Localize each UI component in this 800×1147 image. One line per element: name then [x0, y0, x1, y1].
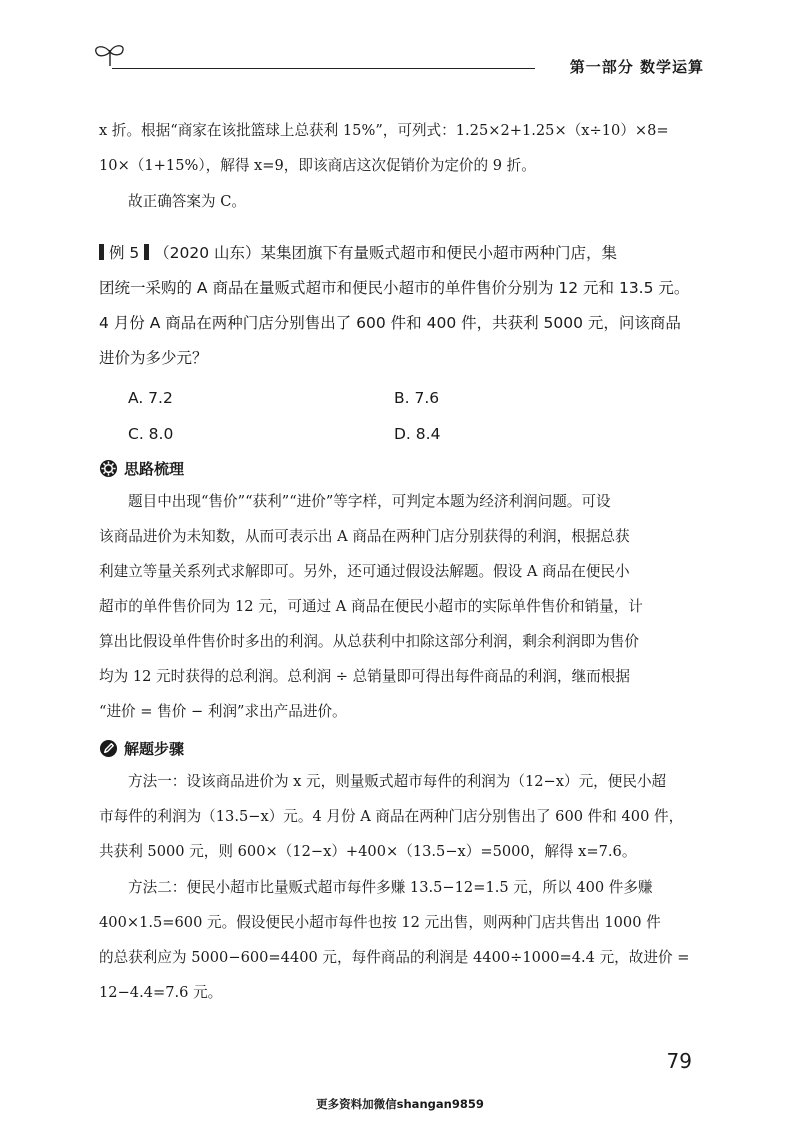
footer-text: 更多资料加微信shangan9859 — [316, 1097, 484, 1111]
thinking-line-1: 题目中出现“售价”“获利”“进价”等字样，可判定本题为经济利润问题。可设 — [128, 493, 611, 510]
method2-line-4: 12−4.4=7.6 元。 — [99, 984, 223, 1001]
option-b: B. 7.6 — [394, 389, 440, 407]
method2-line-3: 的总获利应为 5000−600=4400 元，每件商品的利润是 4400÷1000=4.4 元，故进价 = — [99, 949, 690, 966]
example-line-2: 团统一采购的 A 商品在量贩式超市和便民小超市的单件售价分别为 12 元和 13.5 元。 — [99, 279, 690, 297]
thinking-line-4: 超市的单件售价同为 12 元，可通过 A 商品在便民小超市的实际单件售价和销量，计 — [99, 598, 643, 615]
example-line-4: 进价为多少元？ — [99, 349, 208, 367]
steps-title: 解题步骤 — [124, 740, 185, 758]
page-number: 79 — [666, 1049, 692, 1073]
thinking-line-2: 该商品进价为未知数，从而可表示出 A 商品在两种门店分别获得的利润，根据总获 — [99, 528, 630, 545]
prev-answer: 故正确答案为 C。 — [128, 193, 246, 210]
example-line-1: （2020 山东）某集团旗下有量贩式超市和便民小超市两种门店，集 — [154, 244, 617, 262]
example-bar-right — [144, 244, 149, 260]
gear-icon — [99, 459, 118, 478]
thinking-title: 思路梳理 — [124, 460, 185, 478]
option-c: C. 8.0 — [128, 425, 174, 443]
thinking-line-3: 利建立等量关系列式求解即可。另外，还可通过假设法解题。假设 A 商品在便民小 — [99, 563, 630, 580]
thinking-heading — [99, 458, 184, 480]
example-bar-left — [99, 244, 104, 260]
option-a: A. 7.2 — [128, 389, 173, 407]
example-line-3: 4 月份 A 商品在两种门店分别售出了 600 件和 400 件，共获利 5000 元，问该商品 — [99, 314, 681, 332]
method2-line-1: 方法二：便民小超市比量贩式超市每件多赚 13.5−12=1.5 元，所以 400 件多赚 — [128, 879, 653, 896]
method2-line-2: 400×1.5=600 元。假设便民小超市每件也按 12 元出售，则两种门店共售出 1000 件 — [99, 914, 661, 931]
method1-line-2: 市每件的利润为（13.5−x）元。4 月份 A 商品在两种门店分别售出了 600 件和 400 件， — [99, 808, 684, 825]
sprout-icon — [90, 36, 130, 76]
header-rule — [112, 68, 535, 69]
method1-line-3: 共获利 5000 元，则 600×（12−x）+400×（13.5−x）=5000，解得 x=7.6。 — [99, 843, 637, 860]
example-label: 例 5 — [108, 244, 140, 262]
thinking-line-5: 算出比假设单件售价时多出的利润。从总获利中扣除这部分利润，剩余利润即为售价 — [99, 633, 639, 650]
pencil-icon — [99, 739, 118, 758]
prev-line-1: x 折。根据“商家在该批篮球上总获利 15%”，可列式：1.25×2+1.25×（x÷10）×8= — [99, 122, 669, 139]
steps-heading — [99, 738, 184, 760]
thinking-line-7: “进价 = 售价 − 利润”求出产品进价。 — [99, 703, 347, 720]
section-title: 第一部分 数学运算 — [569, 58, 704, 76]
example-heading — [99, 243, 699, 263]
prev-line-2: 10×（1+15%），解得 x=9，即该商店这次促销价为定价的 9 折。 — [99, 157, 536, 174]
page-header — [90, 36, 710, 80]
thinking-line-6: 均为 12 元时获得的总利润。总利润 ÷ 总销量即可得出每件商品的利润，继而根据 — [99, 668, 630, 685]
option-d: D. 8.4 — [394, 425, 441, 443]
method1-line-1: 方法一：设该商品进价为 x 元，则量贩式超市每件的利润为（12−x）元，便民小超 — [128, 773, 667, 790]
